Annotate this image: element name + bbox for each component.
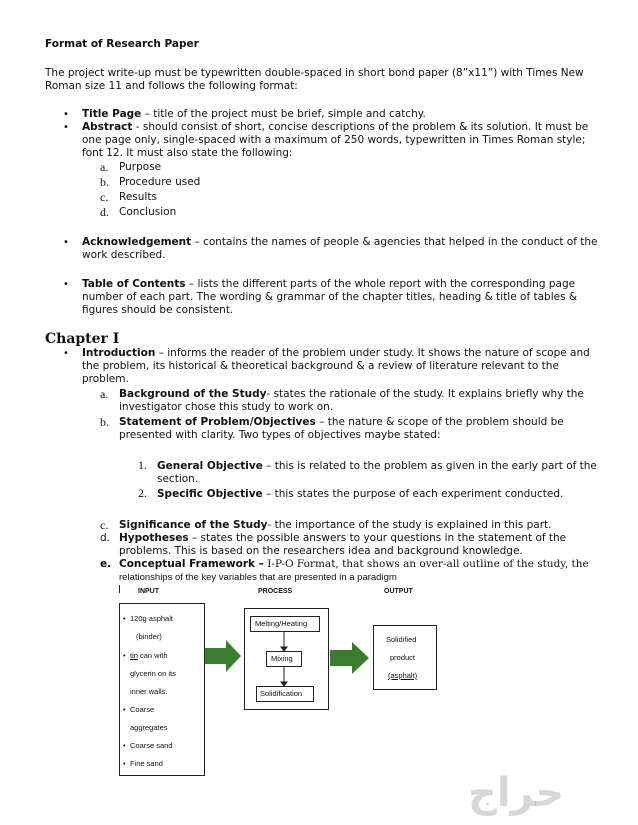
specific-objective-desc: – this states the purpose of each experiment conducted.	[262, 488, 564, 500]
intro-line-1: The project write-up must be typewritten double-spaced in short bond paper (8”x11”) with Times New	[45, 67, 584, 79]
significance-desc: - the importance of the study is explained in this part.	[267, 519, 552, 531]
general-objective-desc: – this is related to the problem as given in the early part of the	[262, 460, 597, 472]
statement-desc: – the nature & scope of the problem should be	[315, 416, 564, 428]
toc-desc: – lists the different parts of the whole report with the corresponding page	[185, 278, 576, 290]
introduction-desc: – informs the reader of the problem under study. It shows the nature of scope and	[155, 347, 590, 359]
list-number: 1.	[138, 458, 147, 472]
abstract-line-3: font 12. It must also state the following:	[82, 147, 293, 159]
input-item: 120g asphalt	[130, 614, 173, 623]
background-term: Background of the Study	[119, 388, 267, 400]
general-objective-term: General Objective	[157, 460, 263, 472]
acknowledgement-term: Acknowledgement	[82, 236, 192, 248]
bullet-icon: •	[63, 109, 69, 120]
hypotheses-term: Hypotheses	[119, 532, 189, 544]
abstract-term: Abstract	[82, 121, 133, 133]
abstract-item-conclusion: Conclusion	[119, 206, 177, 218]
input-item-underlined: tin	[130, 651, 138, 660]
toc-line-3: figures should be consistent.	[82, 304, 234, 316]
abstract-desc: - should consist of short, concise descriptions of the problem & its solution. It must be	[132, 121, 589, 133]
framework-line-2: relationships of the key variables that are presented in a paradigm	[119, 572, 397, 583]
chapter-heading: Chapter I	[45, 331, 120, 347]
introduction-term: Introduction	[82, 347, 156, 359]
bullet-icon: •	[63, 279, 69, 290]
list-letter: c.	[100, 518, 109, 532]
intro-line-2: Roman size 11 and follows the following format:	[45, 80, 298, 92]
framework-desc: I-P-O Format, that shows an over-all outline of the study, the	[263, 558, 589, 570]
doc-title: Format of Research Paper	[45, 38, 199, 50]
hypotheses-desc: – states the possible answers to your questions in the statement of the	[188, 532, 567, 544]
bullet-icon: •	[123, 741, 126, 750]
input-item: Fine sand	[130, 759, 163, 768]
input-item: Coarse	[130, 705, 155, 714]
list-letter: d.	[100, 205, 109, 219]
introduction-line-3: problem.	[82, 373, 129, 385]
list-letter: d.	[100, 532, 111, 544]
bullet-icon: •	[123, 759, 126, 768]
list-letter: e.	[100, 558, 112, 570]
process-step-mixing: Mixing	[271, 654, 293, 663]
process-step-melting: Melting/Heating	[255, 619, 308, 628]
input-item: aggregates	[130, 723, 168, 732]
list-letter: a.	[100, 160, 109, 174]
input-label: INPUT	[138, 588, 159, 595]
output-label: OUTPUT	[384, 588, 413, 595]
title-page-term: Title Page	[82, 108, 142, 120]
background-line-2: investigator chose this study to work on.	[119, 401, 334, 413]
output-text: Solidified	[386, 635, 417, 644]
list-letter: c.	[100, 190, 109, 204]
statement-line-2: presented with clarity. Two types of objectives maybe stated:	[119, 429, 441, 441]
input-item: (binder)	[136, 632, 162, 641]
framework-term: Conceptual Framework –	[119, 558, 264, 570]
statement-term: Statement of Problem/Objectives	[119, 416, 316, 428]
specific-objective-term: Specific Objective	[157, 488, 263, 500]
list-letter: b.	[100, 175, 109, 189]
toc-term: Table of Contents	[82, 278, 186, 290]
abstract-item-purpose: Purpose	[119, 161, 162, 173]
bullet-icon: •	[123, 705, 126, 714]
significance-term: Significance of the Study	[119, 519, 268, 531]
output-text: product	[390, 653, 416, 662]
watermark-logo: حراج	[468, 770, 565, 816]
hypotheses-line-2: problems. This is based on the researchers idea and background knowledge.	[119, 545, 523, 557]
introduction-line-2: the problem, its historical & theoretical background & a review of literature relevant to the	[82, 360, 559, 372]
bullet-icon: •	[63, 348, 69, 359]
acknowledgement-line-2: work described.	[82, 249, 166, 261]
process-label: PROCESS	[258, 588, 293, 595]
acknowledgement-desc: – contains the names of people & agencies that helped in the conduct of the	[191, 236, 598, 248]
flow-arrow-icon	[281, 631, 287, 686]
toc-line-2: number of each part. The wording & grammar of the chapter titles, heading & title of tables &	[82, 291, 578, 303]
list-number: 2.	[138, 486, 147, 500]
list-letter: b.	[100, 415, 109, 429]
abstract-line-2: one page only, single-spaced with a maximum of 250 words, typewritten in Times Roman style;	[82, 134, 586, 146]
bullet-icon: •	[63, 237, 69, 248]
input-item: Coarse sand	[130, 741, 173, 750]
background-desc: - states the rationale of the study. It explains briefly why the	[266, 388, 584, 400]
abstract-item-results: Results	[119, 191, 157, 203]
bullet-icon: •	[123, 651, 126, 660]
bullet-icon: •	[123, 614, 126, 623]
input-item: glycerin on its	[130, 669, 176, 678]
general-objective-line-2: section.	[157, 473, 199, 485]
green-arrow-icon	[205, 640, 369, 674]
input-item-rest: can with	[137, 651, 168, 660]
list-letter: a.	[100, 387, 109, 401]
abstract-item-procedure: Procedure used	[119, 176, 201, 188]
bullet-icon: •	[63, 122, 69, 133]
process-step-solidification: Solidification	[260, 689, 303, 698]
output-text: (asphalt)	[388, 671, 418, 680]
title-page-desc: – title of the project must be brief, simple and catchy.	[141, 108, 426, 120]
input-item: inner walls.	[130, 687, 168, 696]
